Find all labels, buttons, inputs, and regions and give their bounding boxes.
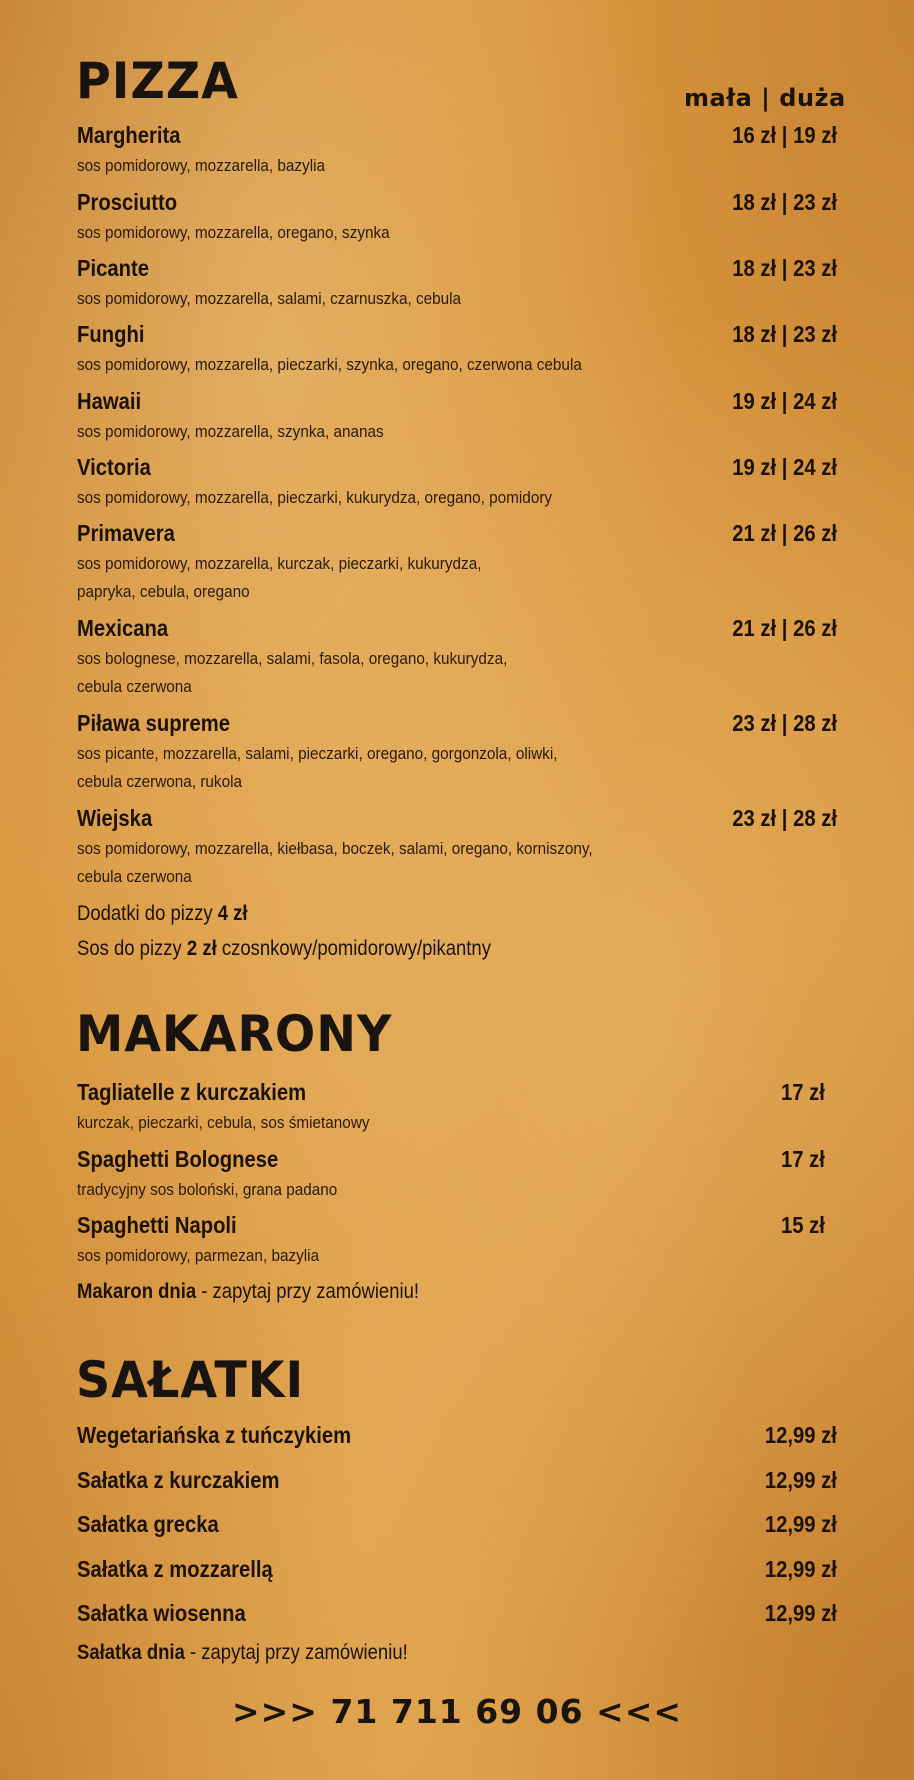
item-price: 18 zł | 23 zł [732, 321, 837, 347]
makarony-heading: MAKARONY [76, 1005, 393, 1063]
item-description: sos pomidorowy, mozzarella, bazylia [77, 156, 326, 175]
item-name: Picante [77, 255, 150, 281]
item-name: Funghi [77, 321, 145, 347]
menu-item [77, 1466, 837, 1496]
item-name: Margherita [77, 122, 181, 148]
item-price: 12,99 zł [764, 1467, 837, 1493]
item-name: Spaghetti Bolognese [77, 1146, 279, 1172]
item-description: sos picante, mozzarella, salami, pieczarki, oregano, gorgonzola, oliwki, [77, 744, 558, 763]
item-price: 19 zł | 24 zł [732, 454, 837, 480]
menu-item [77, 804, 837, 884]
item-name: Prosciutto [77, 189, 178, 215]
item-name: Sałatka z kurczakiem [77, 1467, 280, 1493]
daily-label: Makaron dnia [77, 1280, 197, 1303]
item-name: Wiejska [77, 805, 153, 831]
salatka-daily-note [77, 1639, 408, 1667]
item-name: Wegetariańska z tuńczykiem [77, 1422, 352, 1448]
menu-item [77, 1421, 837, 1451]
sauce-price: 2 zł [186, 937, 217, 960]
pizza-sauce-note [77, 935, 491, 963]
item-description: tradycyjny sos boloński, grana padano [77, 1180, 338, 1199]
menu-item [77, 254, 837, 308]
item-price: 18 zł | 23 zł [732, 189, 837, 215]
daily-text: - zapytaj przy zamówieniu! [196, 1280, 420, 1303]
item-description: sos pomidorowy, mozzarella, kurczak, pieczarki, kukurydza, [77, 554, 482, 573]
item-price: 21 zł | 26 zł [732, 615, 837, 641]
item-name: Primavera [77, 520, 175, 546]
item-price: 23 zł | 28 zł [732, 805, 837, 831]
makaron-daily-note [77, 1278, 419, 1306]
menu-item [77, 614, 837, 694]
item-price: 12,99 zł [764, 1422, 837, 1448]
extras-label: Dodatki do pizzy [77, 902, 218, 925]
pizza-extras-note [77, 900, 248, 928]
item-name: Sałatka z mozzarellą [77, 1556, 273, 1582]
extras-price: 4 zł [217, 902, 248, 925]
item-name: Victoria [77, 454, 151, 480]
item-description-cont: cebula czerwona, rukola [77, 772, 242, 791]
menu-item [77, 188, 837, 242]
item-description: sos pomidorowy, mozzarella, szynka, ananas [77, 422, 384, 441]
item-description: sos pomidorowy, mozzarella, salami, czarnuszka, cebula [77, 289, 462, 308]
item-price: 12,99 zł [764, 1556, 837, 1582]
item-description: sos pomidorowy, mozzarella, pieczarki, szynka, oregano, czerwona cebula [77, 355, 582, 374]
daily-text: - zapytaj przy zamówieniu! [184, 1641, 408, 1664]
item-price: 16 zł | 19 zł [732, 122, 837, 148]
menu-item [77, 1078, 837, 1132]
item-price: 21 zł | 26 zł [732, 520, 837, 546]
item-name: Mexicana [77, 615, 169, 641]
item-description: sos pomidorowy, mozzarella, pieczarki, kukurydza, oregano, pomidory [77, 488, 553, 507]
daily-label: Sałatka dnia [77, 1641, 185, 1664]
item-name: Sałatka grecka [77, 1511, 219, 1537]
menu-item [77, 1555, 837, 1585]
item-price: 18 zł | 23 zł [732, 255, 837, 281]
item-price: 12,99 zł [764, 1600, 837, 1626]
menu-item [77, 320, 837, 374]
item-price: 12,99 zł [764, 1511, 837, 1537]
salatki-heading: SAŁATKI [76, 1351, 305, 1409]
item-price: 23 zł | 28 zł [732, 710, 837, 736]
item-description-cont: papryka, cebula, oregano [77, 582, 250, 601]
item-description-cont: cebula czerwona [77, 867, 192, 886]
item-price: 17 zł [781, 1079, 825, 1105]
item-description: sos pomidorowy, mozzarella, kiełbasa, boczek, salami, oregano, korniszony, [77, 839, 593, 858]
phone-number[interactable]: >>> 71 711 69 06 <<< [232, 1692, 682, 1731]
item-name: Sałatka wiosenna [77, 1600, 246, 1626]
item-name: Tagliatelle z kurczakiem [77, 1079, 307, 1105]
item-description: sos pomidorowy, parmezan, bazylia [77, 1246, 320, 1265]
sauce-label: Sos do pizzy [77, 937, 187, 960]
item-price: 19 zł | 24 zł [732, 388, 837, 414]
item-price: 15 zł [781, 1212, 825, 1238]
pizza-heading: PIZZA [76, 52, 239, 110]
item-description-cont: cebula czerwona [77, 677, 192, 696]
item-description: kurczak, pieczarki, cebula, sos śmietanowy [77, 1113, 370, 1132]
item-description: sos pomidorowy, mozzarella, oregano, szynka [77, 223, 390, 242]
menu-item [77, 121, 837, 175]
item-name: Hawaii [77, 388, 142, 414]
item-price: 17 zł [781, 1146, 825, 1172]
item-name: Piława supreme [77, 710, 230, 736]
sauce-options: czosnkowy/pomidorowy/pikantny [216, 937, 491, 960]
size-header: mała | duża [684, 84, 846, 112]
menu-item [77, 1145, 837, 1199]
item-description: sos bolognese, mozzarella, salami, fasola, oregano, kukurydza, [77, 649, 508, 668]
item-name: Spaghetti Napoli [77, 1212, 237, 1238]
menu-item [77, 1211, 837, 1265]
menu-item [77, 453, 837, 507]
menu-item [77, 519, 837, 599]
menu-item [77, 709, 837, 789]
menu-item [77, 1599, 837, 1629]
menu-item [77, 387, 837, 441]
menu-item [77, 1510, 837, 1540]
